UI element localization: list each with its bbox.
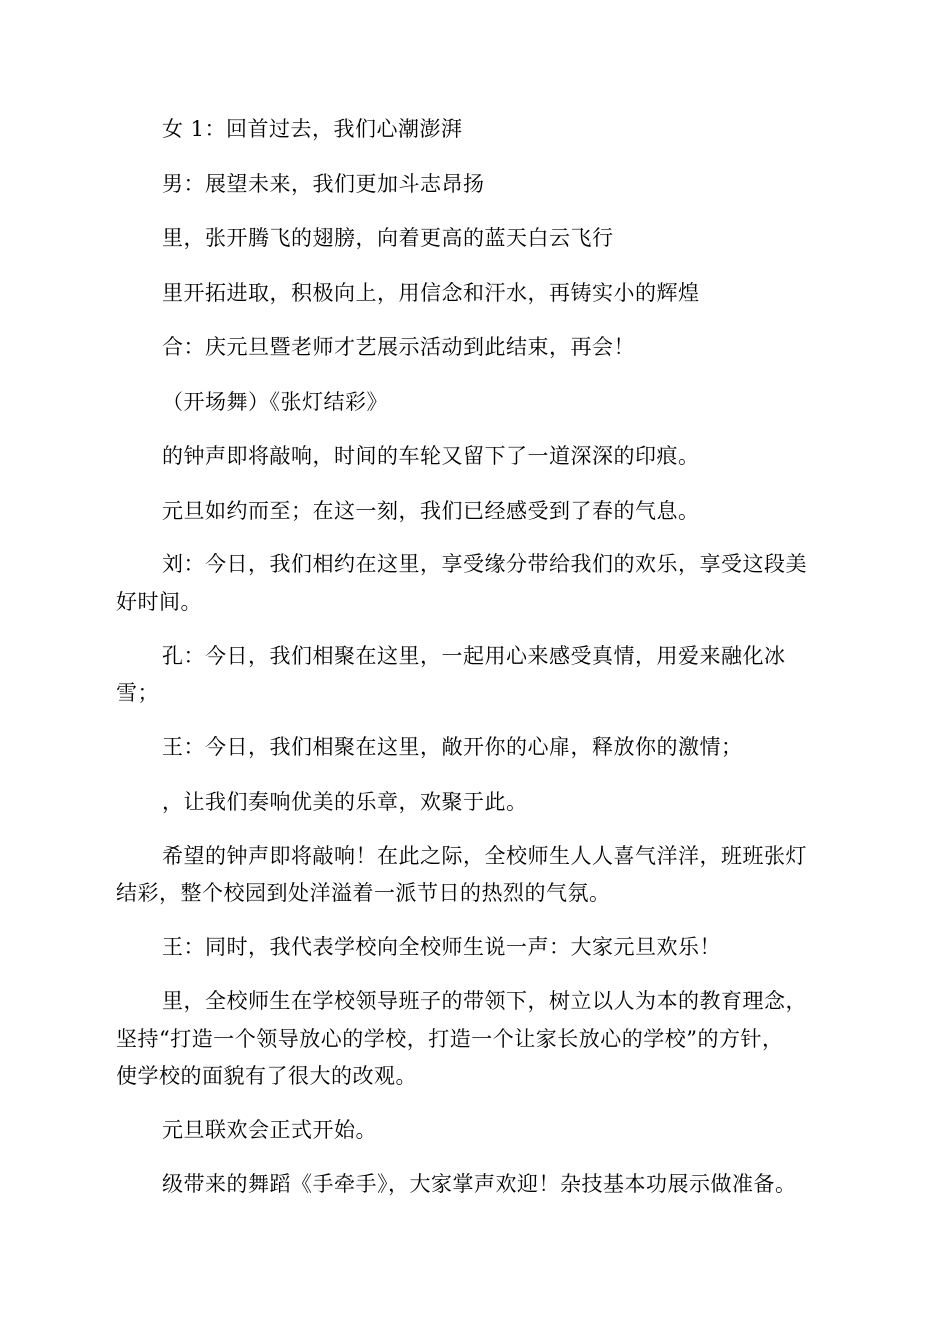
paragraph-line: 结彩，整个校园到处洋溢着一派节日的热烈的气氛。 (116, 881, 611, 905)
paragraph-line: 雪； (116, 681, 159, 705)
paragraph-line: （开场舞）《张灯结彩》 (162, 390, 388, 414)
paragraph-line: 男：展望未来，我们更加斗志昂扬 (162, 172, 485, 196)
paragraph-line: 的钟声即将敲响，时间的车轮又留下了一道深深的印痕。 (162, 444, 700, 468)
paragraph-line: 里，张开腾飞的翅膀，向着更高的蓝天白云飞行 (162, 226, 614, 250)
paragraph-line: 希望的钟声即将敲响！在此之际，全校师生人人喜气洋洋，班班张灯 (162, 844, 807, 868)
paragraph-line: 好时间。 (116, 590, 202, 614)
paragraph-line: 王：同时，我代表学校向全校师生说一声：大家元旦欢乐！ (162, 935, 721, 959)
paragraph-line: 王：今日，我们相聚在这里，敞开你的心扉，释放你的激情； (162, 735, 743, 759)
paragraph-line: 孔：今日，我们相聚在这里，一起用心来感受真情，用爱来融化冰 (162, 644, 786, 668)
paragraph-line: 合：庆元旦暨老师才艺展示活动到此结束，再会！ (162, 335, 635, 359)
paragraph-line: 女 1：回首过去，我们心潮澎湃 (162, 117, 463, 141)
paragraph-line: 里开拓进取，积极向上，用信念和汗水，再铸实小的辉煌 (162, 281, 700, 305)
paragraph-line: 坚持“打造一个领导放心的学校，打造一个让家长放心的学校”的方针， (116, 1027, 784, 1051)
paragraph-line: ，让我们奏响优美的乐章，欢聚于此。 (162, 790, 528, 814)
paragraph-line: 使学校的面貌有了很大的改观。 (116, 1064, 417, 1088)
paragraph-line: 级带来的舞蹈《手牵手》，大家掌声欢迎！杂技基本功展示做准备。 (162, 1172, 797, 1196)
paragraph-line: 刘：今日，我们相约在这里，享受缘分带给我们的欢乐，享受这段美 (162, 552, 807, 576)
paragraph-line: 元旦联欢会正式开始。 (162, 1118, 377, 1142)
paragraph-line: 里，全校师生在学校领导班子的带领下，树立以人为本的教育理念， (162, 989, 807, 1013)
paragraph-line: 元旦如约而至；在这一刻，我们已经感受到了春的气息。 (162, 499, 700, 523)
